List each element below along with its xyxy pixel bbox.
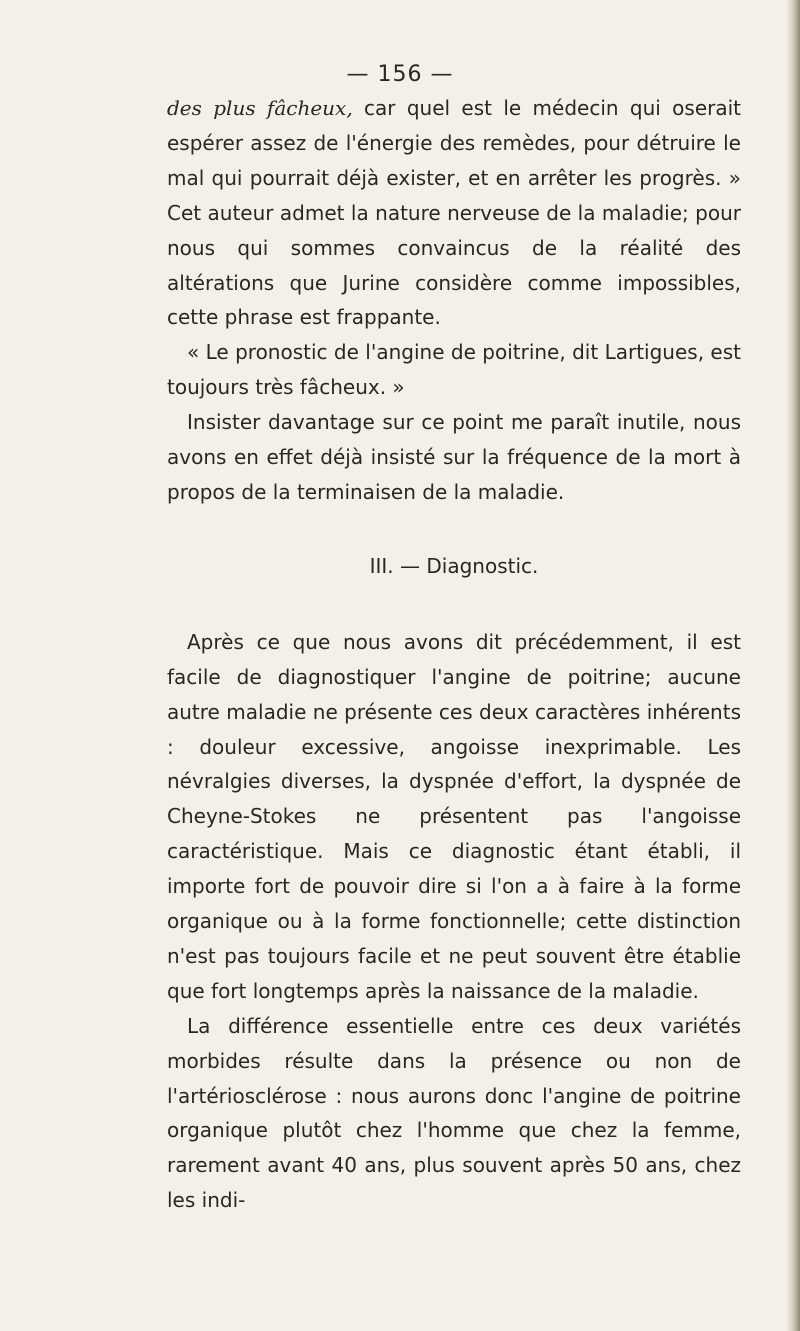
paragraph-quote-lartigues: « Le pronostic de l'angine de poitrine, dit Lartigues, est toujours très fâcheux. » xyxy=(167,340,741,400)
paragraph-text: car quel est le médecin qui oserait espérer assez de l'énergie des remèdes, pour détruire le mal qui pourrait déjà exister, et en arrêter les progrès. » Cet auteur admet la nature nerveuse de la maladie; pour nous qui sommes convaincus de la réalité des altérations que Jurine considère comme impossibles, cette phrase est frappante. xyxy=(167,96,741,330)
section-heading: III. — Diagnostic. xyxy=(369,553,539,578)
paragraph-continuation xyxy=(167,91,741,335)
page-edge-shadow xyxy=(786,0,800,1331)
paragraph: Insister davantage sur ce point me paraît inutile, nous avons en effet déjà insisté sur la fréquence de la mort à propos de la terminaisen de la maladie. xyxy=(167,410,741,504)
paragraph: La différence essentielle entre ces deux variétés morbides résulte dans la présence ou non de l'artériosclérose : nous aurons donc l'angine de poitrine organique plutôt chez l'homme que chez la femme, rarement avant 40 ans, plus souvent après 50 ans, chez les indi- xyxy=(167,1013,741,1213)
paragraph: Après ce que nous avons dit précédemment, il est facile de diagnostiquer l'angine de poitrine; aucune autre maladie ne présente ces deux caractères inhérents : douleur excessive, angoisse inexprimable. Les névralgies diverses, la dyspnée d'effort, la dyspnée de Cheyne-Stokes ne présentent pas l'angoisse caractéristique. Mais ce diagnostic étant établi, il importe fort de pouvoir dire si l'on a à faire à la forme organique ou à la forme fonctionnelle; cette distinction n'est pas toujours facile et ne peut souvent être établie que fort longtemps après la naissance de la maladie. xyxy=(167,629,741,1003)
italic-phrase: des plus fâcheux, xyxy=(167,96,353,120)
page-number: — 156 — xyxy=(346,62,454,87)
page-body xyxy=(167,91,741,1218)
